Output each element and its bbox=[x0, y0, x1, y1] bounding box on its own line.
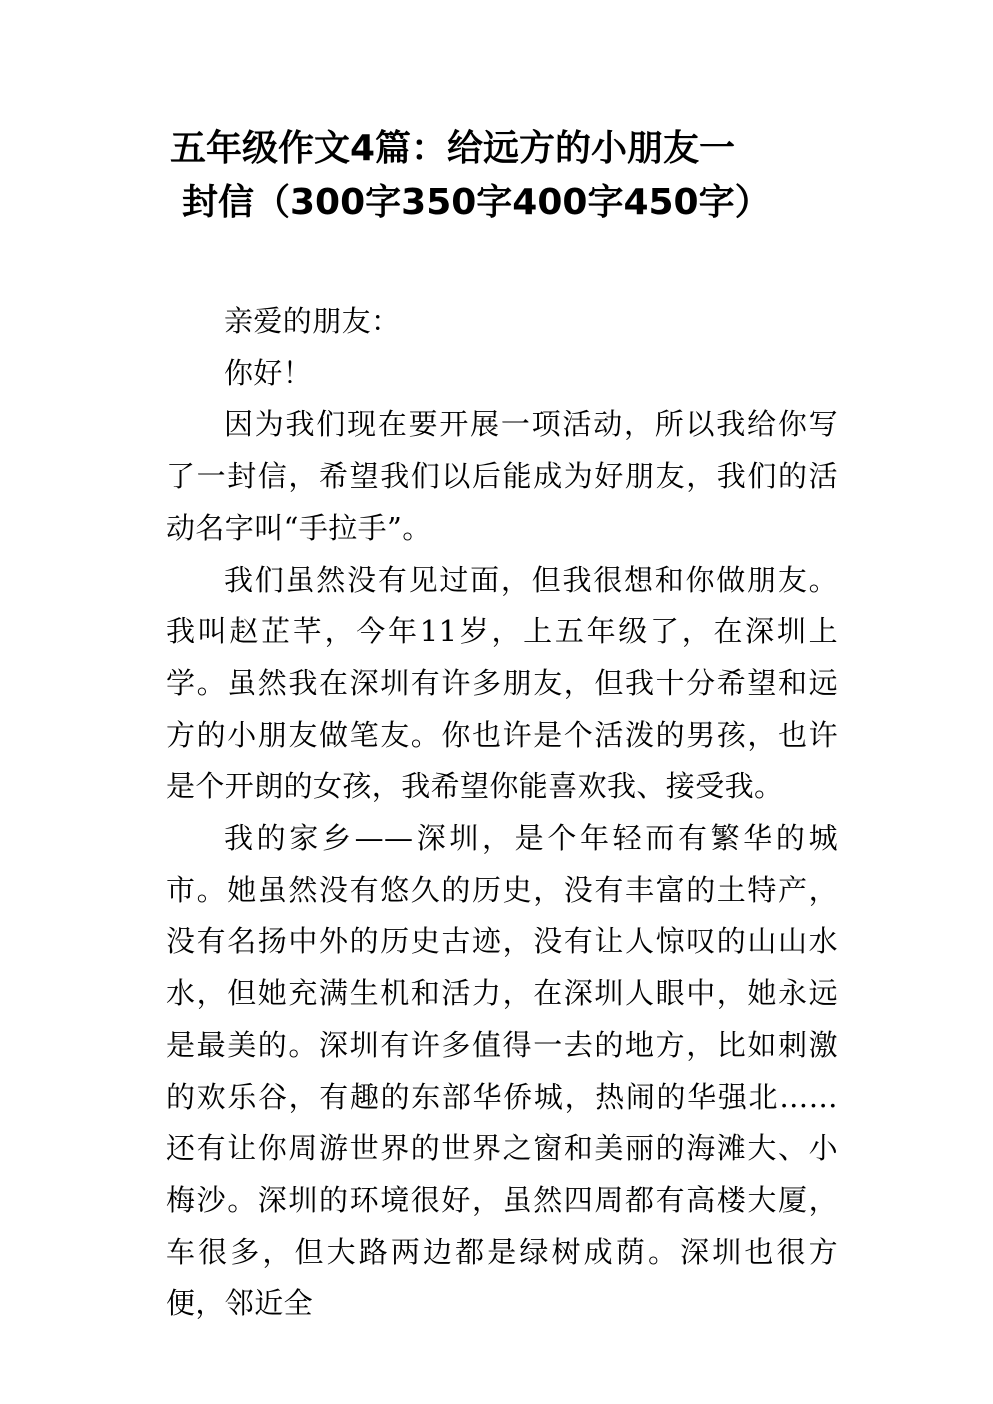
salutation: 亲爱的朋友： bbox=[224, 304, 401, 338]
greeting: 你好！ bbox=[224, 355, 313, 390]
letter-body bbox=[166, 296, 838, 1330]
paragraph-intro: 因为我们现在要开展一项活动，所以我给你写了一封信，希望我们以后能成为好朋友，我们的活动名字叫“手拉手”。 bbox=[166, 407, 838, 545]
paragraph-self-introduction: 我们虽然没有见过面，但我很想和你做朋友。我叫赵芷芊，今年11岁，上五年级了，在深圳上学。虽然我在深圳有许多朋友，但我十分希望和远方的小朋友做笔友。你也许是个活泼的男孩，也许是个开朗的女孩，我希望你能喜欢我、接受我。 bbox=[166, 562, 838, 804]
paragraph-hometown: 我的家乡——深圳，是个年轻而有繁华的城市。她虽然没有悠久的历史，没有丰富的土特产，没有名扬中外的历史古迹，没有让人惊叹的山山水水，但她充满生机和活力，在深圳人眼中，她永远是最美的。深圳有许多值得一去的地方，比如刺激的欢乐谷，有趣的东部华侨城，热闹的华强北……还有让你周游世界的世界之窗和美丽的海滩大、小梅沙。深圳的环境很好，虽然四周都有高楼大厦，车很多，但大路两边都是绿树成荫。深圳也很方便，邻近全 bbox=[166, 821, 838, 1321]
title-line-1: 五年级作文4篇：给远方的小朋友一 bbox=[170, 128, 736, 169]
title-line-2: 封信（300字350字400字450字） bbox=[182, 182, 771, 223]
document-title bbox=[170, 122, 850, 230]
